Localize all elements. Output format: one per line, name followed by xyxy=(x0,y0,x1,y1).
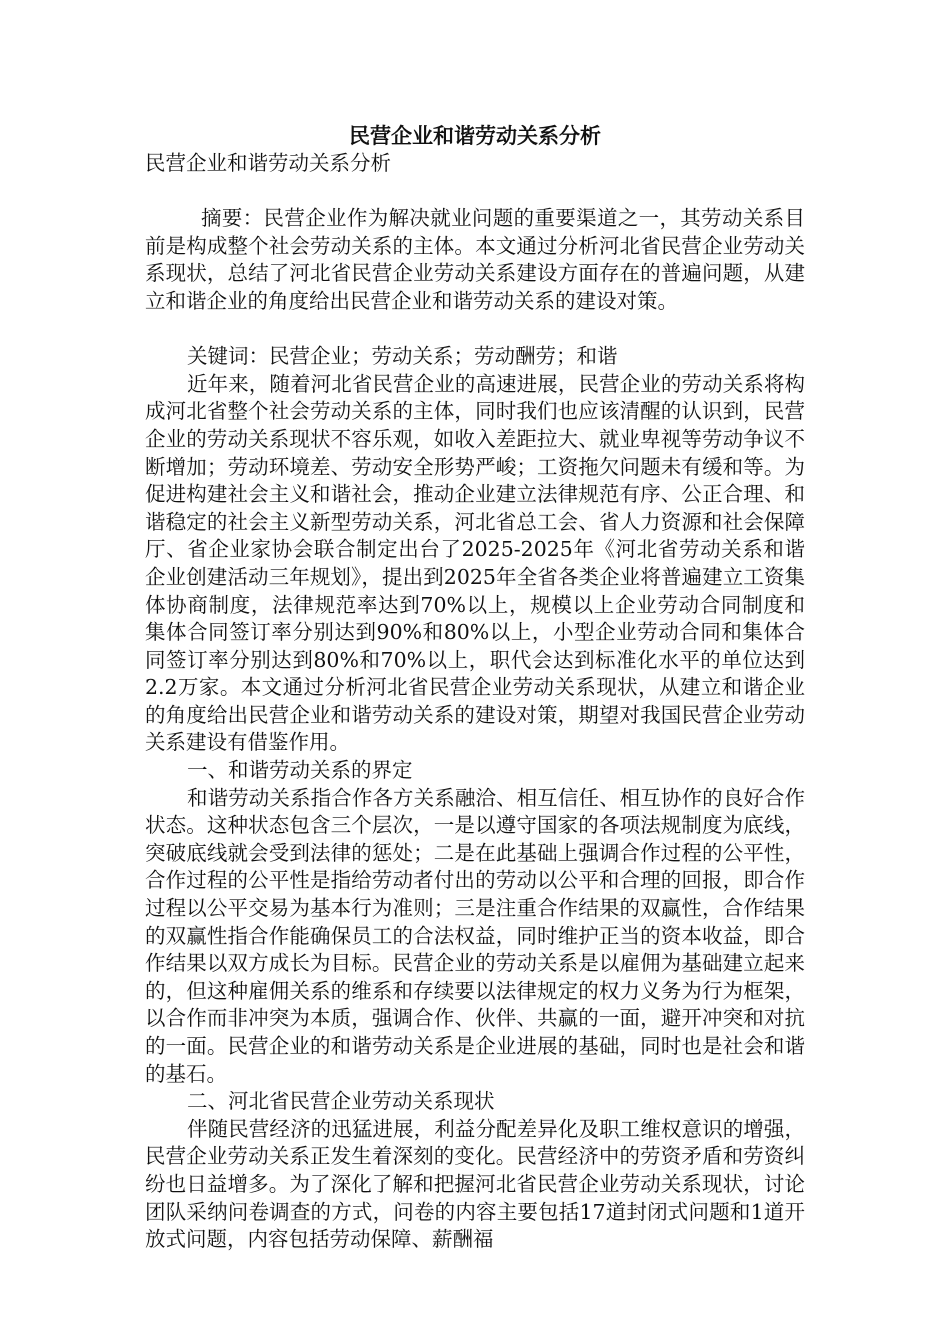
keywords-line: 关键词：民营企业；劳动关系；劳动酬劳；和谐 xyxy=(187,344,618,369)
document-title: 民营企业和谐劳动关系分析 xyxy=(349,123,601,148)
section-2-paragraph: 伴随民营经济的迅猛进展，利益分配差异化及职工维权意识的增强，民营企业劳动关系正发生着深刻的变化。民营经济中的劳资矛盾和劳资纠纷也日益增多。为了深化了解和把握河北省民营企业劳动关系现状，讨论团队采纳问卷调查的方式，问卷的内容主要包括17道封闭式问题和1道开放式问题，内容包括劳动保障、薪酬福 xyxy=(145,1116,805,1252)
section-heading-1: 一、和谐劳动关系的界定 xyxy=(187,758,413,783)
intro-paragraph: 近年来，随着河北省民营企业的高速进展，民营企业的劳动关系将构成河北省整个社会劳动关系的主体，同时我们也应该清醒的认识到，民营企业的劳动关系现状不容乐观，如收入差距拉大、就业卑视等劳动争议不断增加；劳动环境差、劳动安全形势严峻；工资拖欠问题未有缓和等。为促进构建社会主义和谐社会，推动企业建立法律规范有序、公正合理、和谐稳定的社会主义新型劳动关系，河北省总工会、省人力资源和社会保障厅、省企业家协会联合制定出台了2025-2025年《河北省劳动关系和谐企业创建活动三年规划》，提出到2025年全省各类企业将普遍建立工资集体协商制度，法律规范率达到70%以上，规模以上企业劳动合同制度和集体合同签订率分别达到90%和80%以上，小型企业劳动合同和集体合同签订率分别达到80%和70%以上，职代会达到标准化水平的单位达到2.2万家。本文通过分析河北省民营企业劳动关系现状，从建立和谐企业的角度给出民营企业和谐劳动关系的建设对策，期望对我国民营企业劳动关系建设有借鉴作用。 xyxy=(145,371,805,755)
section-heading-2: 二、河北省民营企业劳动关系现状 xyxy=(187,1089,495,1114)
abstract-paragraph: 摘要：民营企业作为解决就业问题的重要渠道之一，其劳动关系目前是构成整个社会劳动关系的主体。本文通过分析河北省民营企业劳动关系现状，总结了河北省民营企业劳动关系建设方面存在的普遍问题，从建立和谐企业的角度给出民营企业和谐劳动关系的建设对策。 xyxy=(145,206,805,313)
section-1-paragraph: 和谐劳动关系指合作各方关系融洽、相互信任、相互协作的良好合作状态。这种状态包含三个层次，一是以遵守国家的各项法规制度为底线，突破底线就会受到法律的惩处；二是在此基础上强调合作过程的公平性，合作过程的公平性是指给劳动者付出的劳动以公平和合理的回报，即合作过程以公平交易为基本行为准则；三是注重合作结果的双赢性，合作结果的双赢性指合作能确保员工的合法权益，同时维护正当的资本收益，即合作结果以双方成长为目标。民营企业的劳动关系是以雇佣为基础建立起来的，但这种雇佣关系的维系和存续要以法律规定的权力义务为行为框架，以合作而非冲突为本质，强调合作、伙伴、共赢的一面，避开冲突和对抗的一面。民营企业的和谐劳动关系是企业进展的基础，同时也是社会和谐的基石。 xyxy=(145,785,805,1086)
blank-line xyxy=(145,316,805,344)
document-body xyxy=(145,122,805,1254)
document-subtitle: 民营企业和谐劳动关系分析 xyxy=(145,151,391,175)
blank-line xyxy=(145,178,805,206)
